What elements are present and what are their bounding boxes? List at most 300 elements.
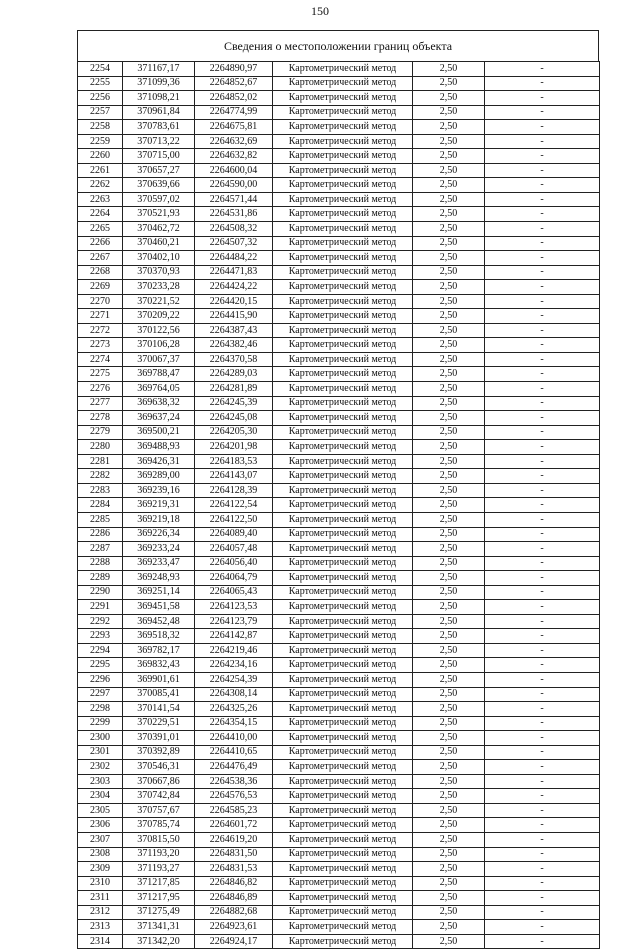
y-coordinate-cell: 2264415,90: [195, 309, 273, 324]
x-coordinate-cell: 369233,24: [123, 542, 195, 557]
x-coordinate-cell: 369500,21: [123, 425, 195, 440]
accuracy-cell: 2,50: [413, 818, 485, 833]
accuracy-cell: 2,50: [413, 832, 485, 847]
x-coordinate-cell: 369239,16: [123, 483, 195, 498]
accuracy-cell: 2,50: [413, 469, 485, 484]
x-coordinate-cell: 370391,01: [123, 731, 195, 746]
note-cell: -: [485, 120, 600, 135]
point-number-cell: 2293: [78, 629, 123, 644]
y-coordinate-cell: 2264600,04: [195, 163, 273, 178]
accuracy-cell: 2,50: [413, 251, 485, 266]
method-cell: Картометрический метод: [273, 760, 413, 775]
x-coordinate-cell: 370460,21: [123, 236, 195, 251]
point-number-cell: 2310: [78, 876, 123, 891]
accuracy-cell: 2,50: [413, 774, 485, 789]
x-coordinate-cell: 369637,24: [123, 411, 195, 426]
point-number-cell: 2287: [78, 542, 123, 557]
point-number-cell: 2288: [78, 556, 123, 571]
y-coordinate-cell: 2264387,43: [195, 323, 273, 338]
accuracy-cell: 2,50: [413, 178, 485, 193]
table-row: [78, 527, 600, 542]
y-coordinate-cell: 2264571,44: [195, 192, 273, 207]
y-coordinate-cell: 2264507,32: [195, 236, 273, 251]
method-cell: Картометрический метод: [273, 411, 413, 426]
note-cell: -: [485, 702, 600, 717]
accuracy-cell: 2,50: [413, 76, 485, 91]
method-cell: Картометрический метод: [273, 454, 413, 469]
point-number-cell: 2270: [78, 294, 123, 309]
method-cell: Картометрический метод: [273, 672, 413, 687]
method-cell: Картометрический метод: [273, 498, 413, 513]
x-coordinate-cell: 369233,47: [123, 556, 195, 571]
point-number-cell: 2314: [78, 934, 123, 949]
method-cell: Картометрический метод: [273, 934, 413, 949]
y-coordinate-cell: 2264924,17: [195, 934, 273, 949]
x-coordinate-cell: 370597,02: [123, 192, 195, 207]
accuracy-cell: 2,50: [413, 702, 485, 717]
method-cell: Картометрический метод: [273, 149, 413, 164]
method-cell: Картометрический метод: [273, 62, 413, 77]
table-row: [78, 440, 600, 455]
table-row: [78, 585, 600, 600]
note-cell: -: [485, 847, 600, 862]
accuracy-cell: 2,50: [413, 425, 485, 440]
accuracy-cell: 2,50: [413, 614, 485, 629]
point-number-cell: 2291: [78, 600, 123, 615]
x-coordinate-cell: 370742,84: [123, 789, 195, 804]
note-cell: -: [485, 687, 600, 702]
y-coordinate-cell: 2264585,23: [195, 803, 273, 818]
note-cell: -: [485, 265, 600, 280]
method-cell: Картометрический метод: [273, 774, 413, 789]
x-coordinate-cell: 369638,32: [123, 396, 195, 411]
method-cell: Картометрический метод: [273, 847, 413, 862]
y-coordinate-cell: 2264201,98: [195, 440, 273, 455]
point-number-cell: 2267: [78, 251, 123, 266]
accuracy-cell: 2,50: [413, 527, 485, 542]
table-row: [78, 120, 600, 135]
point-number-cell: 2260: [78, 149, 123, 164]
point-number-cell: 2261: [78, 163, 123, 178]
point-number-cell: 2305: [78, 803, 123, 818]
note-cell: -: [485, 527, 600, 542]
x-coordinate-cell: 369518,32: [123, 629, 195, 644]
note-cell: -: [485, 207, 600, 222]
x-coordinate-cell: 371193,27: [123, 862, 195, 877]
accuracy-cell: 2,50: [413, 629, 485, 644]
note-cell: -: [485, 91, 600, 106]
table-row: [78, 294, 600, 309]
table-row: [78, 105, 600, 120]
method-cell: Картометрический метод: [273, 207, 413, 222]
y-coordinate-cell: 2264410,65: [195, 745, 273, 760]
method-cell: Картометрический метод: [273, 542, 413, 557]
y-coordinate-cell: 2264890,97: [195, 62, 273, 77]
note-cell: -: [485, 294, 600, 309]
accuracy-cell: 2,50: [413, 512, 485, 527]
point-number-cell: 2263: [78, 192, 123, 207]
point-number-cell: 2285: [78, 512, 123, 527]
note-cell: -: [485, 512, 600, 527]
accuracy-cell: 2,50: [413, 891, 485, 906]
y-coordinate-cell: 2264308,14: [195, 687, 273, 702]
table-row: [78, 920, 600, 935]
note-cell: -: [485, 556, 600, 571]
method-cell: Картометрический метод: [273, 367, 413, 382]
point-number-cell: 2268: [78, 265, 123, 280]
table-row: [78, 149, 600, 164]
x-coordinate-cell: 370521,93: [123, 207, 195, 222]
accuracy-cell: 2,50: [413, 236, 485, 251]
x-coordinate-cell: 370961,84: [123, 105, 195, 120]
accuracy-cell: 2,50: [413, 716, 485, 731]
table-body: [78, 62, 600, 949]
note-cell: -: [485, 760, 600, 775]
x-coordinate-cell: 369248,93: [123, 571, 195, 586]
x-coordinate-cell: 369251,14: [123, 585, 195, 600]
x-coordinate-cell: 369788,47: [123, 367, 195, 382]
accuracy-cell: 2,50: [413, 294, 485, 309]
y-coordinate-cell: 2264576,53: [195, 789, 273, 804]
y-coordinate-cell: 2264410,00: [195, 731, 273, 746]
note-cell: -: [485, 192, 600, 207]
note-cell: -: [485, 934, 600, 949]
note-cell: -: [485, 62, 600, 77]
x-coordinate-cell: 370715,00: [123, 149, 195, 164]
note-cell: -: [485, 236, 600, 251]
accuracy-cell: 2,50: [413, 658, 485, 673]
y-coordinate-cell: 2264632,69: [195, 134, 273, 149]
table-row: [78, 774, 600, 789]
point-number-cell: 2274: [78, 352, 123, 367]
accuracy-cell: 2,50: [413, 789, 485, 804]
x-coordinate-cell: 371217,85: [123, 876, 195, 891]
y-coordinate-cell: 2264424,22: [195, 280, 273, 295]
table-row: [78, 163, 600, 178]
accuracy-cell: 2,50: [413, 62, 485, 77]
note-cell: -: [485, 352, 600, 367]
table-row: [78, 789, 600, 804]
method-cell: Картометрический метод: [273, 643, 413, 658]
table-row: [78, 934, 600, 949]
method-cell: Картометрический метод: [273, 731, 413, 746]
note-cell: -: [485, 469, 600, 484]
y-coordinate-cell: 2264590,00: [195, 178, 273, 193]
x-coordinate-cell: 371167,17: [123, 62, 195, 77]
x-coordinate-cell: 369832,43: [123, 658, 195, 673]
y-coordinate-cell: 2264142,87: [195, 629, 273, 644]
note-cell: -: [485, 251, 600, 266]
method-cell: Картометрический метод: [273, 658, 413, 673]
point-number-cell: 2259: [78, 134, 123, 149]
accuracy-cell: 2,50: [413, 731, 485, 746]
x-coordinate-cell: 371099,36: [123, 76, 195, 91]
accuracy-cell: 2,50: [413, 542, 485, 557]
note-cell: -: [485, 731, 600, 746]
x-coordinate-cell: 370667,86: [123, 774, 195, 789]
x-coordinate-cell: 369488,93: [123, 440, 195, 455]
point-number-cell: 2284: [78, 498, 123, 513]
method-cell: Картометрический метод: [273, 251, 413, 266]
point-number-cell: 2292: [78, 614, 123, 629]
table-row: [78, 352, 600, 367]
point-number-cell: 2300: [78, 731, 123, 746]
note-cell: -: [485, 803, 600, 818]
accuracy-cell: 2,50: [413, 672, 485, 687]
method-cell: Картометрический метод: [273, 818, 413, 833]
y-coordinate-cell: 2264245,39: [195, 396, 273, 411]
y-coordinate-cell: 2264281,89: [195, 382, 273, 397]
table-row: [78, 280, 600, 295]
point-number-cell: 2271: [78, 309, 123, 324]
y-coordinate-cell: 2264675,81: [195, 120, 273, 135]
table-row: [78, 862, 600, 877]
point-number-cell: 2289: [78, 571, 123, 586]
table-row: [78, 731, 600, 746]
y-coordinate-cell: 2264852,67: [195, 76, 273, 91]
accuracy-cell: 2,50: [413, 265, 485, 280]
accuracy-cell: 2,50: [413, 367, 485, 382]
x-coordinate-cell: 371193,20: [123, 847, 195, 862]
x-coordinate-cell: 370067,37: [123, 352, 195, 367]
y-coordinate-cell: 2264219,46: [195, 643, 273, 658]
method-cell: Картометрический метод: [273, 105, 413, 120]
table-row: [78, 702, 600, 717]
y-coordinate-cell: 2264774,99: [195, 105, 273, 120]
note-cell: -: [485, 134, 600, 149]
table-row: [78, 265, 600, 280]
y-coordinate-cell: 2264471,83: [195, 265, 273, 280]
method-cell: Картометрический метод: [273, 338, 413, 353]
y-coordinate-cell: 2264325,26: [195, 702, 273, 717]
method-cell: Картометрический метод: [273, 323, 413, 338]
table-row: [78, 469, 600, 484]
y-coordinate-cell: 2264846,82: [195, 876, 273, 891]
table-row: [78, 178, 600, 193]
x-coordinate-cell: 371341,31: [123, 920, 195, 935]
y-coordinate-cell: 2264882,68: [195, 905, 273, 920]
y-coordinate-cell: 2264538,36: [195, 774, 273, 789]
table-row: [78, 891, 600, 906]
note-cell: -: [485, 629, 600, 644]
note-cell: -: [485, 411, 600, 426]
x-coordinate-cell: 370221,52: [123, 294, 195, 309]
note-cell: -: [485, 600, 600, 615]
accuracy-cell: 2,50: [413, 222, 485, 237]
point-number-cell: 2265: [78, 222, 123, 237]
y-coordinate-cell: 2264128,39: [195, 483, 273, 498]
accuracy-cell: 2,50: [413, 803, 485, 818]
accuracy-cell: 2,50: [413, 600, 485, 615]
x-coordinate-cell: 370370,93: [123, 265, 195, 280]
table-row: [78, 498, 600, 513]
table-row: [78, 760, 600, 775]
x-coordinate-cell: 370209,22: [123, 309, 195, 324]
method-cell: Картометрический метод: [273, 425, 413, 440]
point-number-cell: 2294: [78, 643, 123, 658]
accuracy-cell: 2,50: [413, 498, 485, 513]
point-number-cell: 2304: [78, 789, 123, 804]
point-number-cell: 2273: [78, 338, 123, 353]
method-cell: Картометрический метод: [273, 396, 413, 411]
accuracy-cell: 2,50: [413, 905, 485, 920]
method-cell: Картометрический метод: [273, 352, 413, 367]
accuracy-cell: 2,50: [413, 411, 485, 426]
x-coordinate-cell: 370106,28: [123, 338, 195, 353]
method-cell: Картометрический метод: [273, 382, 413, 397]
x-coordinate-cell: 371342,20: [123, 934, 195, 949]
table-row: [78, 542, 600, 557]
table-row: [78, 818, 600, 833]
x-coordinate-cell: 369226,34: [123, 527, 195, 542]
method-cell: Картометрический метод: [273, 76, 413, 91]
table-row: [78, 847, 600, 862]
method-cell: Картометрический метод: [273, 716, 413, 731]
point-number-cell: 2297: [78, 687, 123, 702]
note-cell: -: [485, 382, 600, 397]
method-cell: Картометрический метод: [273, 280, 413, 295]
note-cell: -: [485, 920, 600, 935]
table-row: [78, 454, 600, 469]
method-cell: Картометрический метод: [273, 440, 413, 455]
point-number-cell: 2306: [78, 818, 123, 833]
y-coordinate-cell: 2264831,53: [195, 862, 273, 877]
y-coordinate-cell: 2264205,30: [195, 425, 273, 440]
accuracy-cell: 2,50: [413, 207, 485, 222]
table-row: [78, 309, 600, 324]
method-cell: Картометрический метод: [273, 309, 413, 324]
method-cell: Картометрический метод: [273, 512, 413, 527]
table-row: [78, 338, 600, 353]
method-cell: Картометрический метод: [273, 905, 413, 920]
point-number-cell: 2298: [78, 702, 123, 717]
x-coordinate-cell: 370122,56: [123, 323, 195, 338]
point-number-cell: 2303: [78, 774, 123, 789]
note-cell: -: [485, 658, 600, 673]
accuracy-cell: 2,50: [413, 134, 485, 149]
note-cell: -: [485, 396, 600, 411]
y-coordinate-cell: 2264056,40: [195, 556, 273, 571]
method-cell: Картометрический метод: [273, 469, 413, 484]
method-cell: Картометрический метод: [273, 527, 413, 542]
y-coordinate-cell: 2264057,48: [195, 542, 273, 557]
x-coordinate-cell: 370783,61: [123, 120, 195, 135]
method-cell: Картометрический метод: [273, 192, 413, 207]
note-cell: -: [485, 614, 600, 629]
method-cell: Картометрический метод: [273, 236, 413, 251]
y-coordinate-cell: 2264122,54: [195, 498, 273, 513]
accuracy-cell: 2,50: [413, 876, 485, 891]
table-row: [78, 396, 600, 411]
accuracy-cell: 2,50: [413, 920, 485, 935]
point-number-cell: 2299: [78, 716, 123, 731]
note-cell: -: [485, 367, 600, 382]
accuracy-cell: 2,50: [413, 556, 485, 571]
point-number-cell: 2302: [78, 760, 123, 775]
point-number-cell: 2281: [78, 454, 123, 469]
method-cell: Картометрический метод: [273, 832, 413, 847]
point-number-cell: 2272: [78, 323, 123, 338]
table-row: [78, 91, 600, 106]
y-coordinate-cell: 2264122,50: [195, 512, 273, 527]
x-coordinate-cell: 369764,05: [123, 382, 195, 397]
table-row: [78, 745, 600, 760]
note-cell: -: [485, 309, 600, 324]
accuracy-cell: 2,50: [413, 687, 485, 702]
y-coordinate-cell: 2264531,86: [195, 207, 273, 222]
note-cell: -: [485, 440, 600, 455]
x-coordinate-cell: 369289,00: [123, 469, 195, 484]
y-coordinate-cell: 2264254,39: [195, 672, 273, 687]
x-coordinate-cell: 370657,27: [123, 163, 195, 178]
point-number-cell: 2255: [78, 76, 123, 91]
method-cell: Картометрический метод: [273, 862, 413, 877]
y-coordinate-cell: 2264632,82: [195, 149, 273, 164]
coordinates-table: [77, 61, 600, 949]
note-cell: -: [485, 571, 600, 586]
note-cell: -: [485, 818, 600, 833]
y-coordinate-cell: 2264123,53: [195, 600, 273, 615]
table-row: [78, 629, 600, 644]
accuracy-cell: 2,50: [413, 323, 485, 338]
note-cell: -: [485, 774, 600, 789]
method-cell: Картометрический метод: [273, 687, 413, 702]
accuracy-cell: 2,50: [413, 396, 485, 411]
table-row: [78, 512, 600, 527]
x-coordinate-cell: 370713,22: [123, 134, 195, 149]
y-coordinate-cell: 2264143,07: [195, 469, 273, 484]
x-coordinate-cell: 370757,67: [123, 803, 195, 818]
method-cell: Картометрический метод: [273, 745, 413, 760]
method-cell: Картометрический метод: [273, 876, 413, 891]
table-row: [78, 571, 600, 586]
table-row: [78, 76, 600, 91]
method-cell: Картометрический метод: [273, 891, 413, 906]
note-cell: -: [485, 542, 600, 557]
table-row: [78, 323, 600, 338]
table-row: [78, 687, 600, 702]
y-coordinate-cell: 2264831,50: [195, 847, 273, 862]
table-row: [78, 905, 600, 920]
y-coordinate-cell: 2264183,53: [195, 454, 273, 469]
accuracy-cell: 2,50: [413, 382, 485, 397]
x-coordinate-cell: 371275,49: [123, 905, 195, 920]
table-row: [78, 62, 600, 77]
method-cell: Картометрический метод: [273, 265, 413, 280]
y-coordinate-cell: 2264619,20: [195, 832, 273, 847]
y-coordinate-cell: 2264123,79: [195, 614, 273, 629]
note-cell: -: [485, 323, 600, 338]
point-number-cell: 2295: [78, 658, 123, 673]
note-cell: -: [485, 672, 600, 687]
note-cell: -: [485, 76, 600, 91]
boundary-table-frame: [77, 30, 599, 949]
y-coordinate-cell: 2264370,58: [195, 352, 273, 367]
accuracy-cell: 2,50: [413, 280, 485, 295]
y-coordinate-cell: 2264601,72: [195, 818, 273, 833]
note-cell: -: [485, 149, 600, 164]
method-cell: Картометрический метод: [273, 920, 413, 935]
table-row: [78, 600, 600, 615]
method-cell: Картометрический метод: [273, 178, 413, 193]
accuracy-cell: 2,50: [413, 440, 485, 455]
x-coordinate-cell: 370229,51: [123, 716, 195, 731]
x-coordinate-cell: 370402,10: [123, 251, 195, 266]
method-cell: Картометрический метод: [273, 120, 413, 135]
note-cell: -: [485, 891, 600, 906]
x-coordinate-cell: 371098,21: [123, 91, 195, 106]
x-coordinate-cell: 369452,48: [123, 614, 195, 629]
